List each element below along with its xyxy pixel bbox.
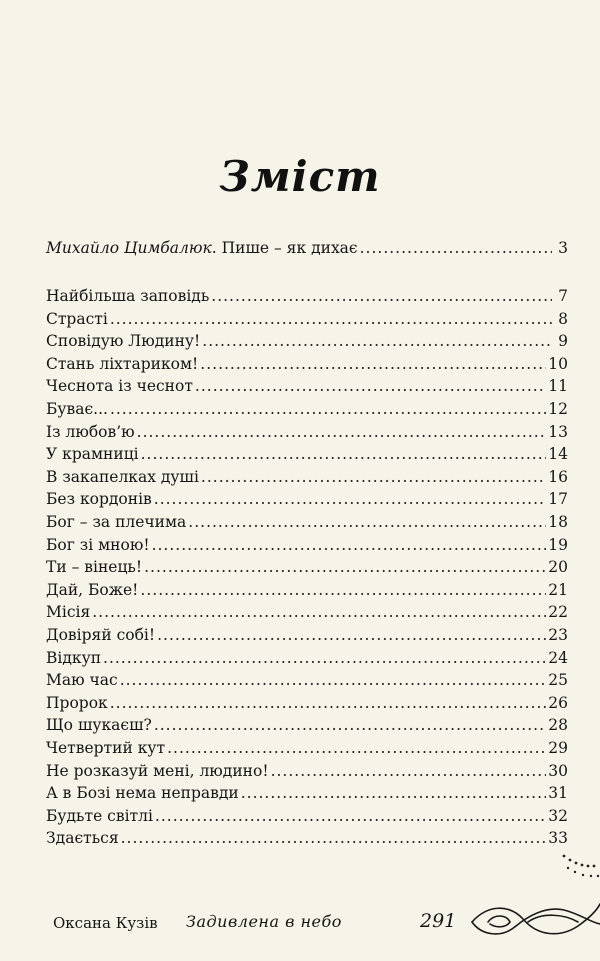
toc-entry-title: Не розказуй мені, людино! — [46, 761, 269, 780]
toc-entry-title: Буває... — [46, 400, 108, 418]
toc-entry-page: 22 — [548, 603, 568, 622]
toc-entry-intro[interactable] — [46, 238, 568, 260]
toc-entry-title: У крамниці — [46, 445, 139, 464]
leader-dots — [110, 693, 547, 713]
toc-entry-title: Стань ліхтариком! — [46, 354, 199, 373]
toc-entry-title: А в Бозі нема неправди — [46, 784, 239, 803]
leader-dots — [141, 444, 547, 464]
toc-entry-page: 31 — [548, 784, 568, 803]
toc-entry[interactable] — [46, 715, 568, 737]
leader-dots — [144, 557, 546, 577]
leader-dots — [110, 309, 552, 329]
toc-entry-page: 19 — [548, 535, 568, 554]
toc-entry-page: 10 — [548, 354, 568, 373]
leader-dots — [152, 535, 547, 555]
toc-entry-title: Із любов’ю — [46, 422, 135, 441]
toc-entry[interactable] — [46, 399, 568, 421]
toc-entry[interactable] — [46, 286, 568, 308]
toc-entry-title: Відкуп — [46, 648, 102, 667]
leader-dots — [157, 625, 546, 645]
toc-entry-page: 8 — [558, 309, 568, 328]
dotted-corner-icon — [560, 838, 600, 898]
toc-entry[interactable] — [46, 376, 568, 398]
toc-entry-page: 21 — [548, 580, 568, 599]
leader-dots — [92, 602, 546, 622]
leader-dots — [360, 238, 552, 258]
toc-entry[interactable] — [46, 670, 568, 692]
leader-dots — [154, 715, 546, 735]
toc-entry[interactable] — [46, 309, 568, 331]
toc-entry-page: 24 — [548, 648, 568, 667]
leader-dots — [167, 738, 546, 758]
leader-dots — [140, 580, 546, 600]
toc-entry[interactable] — [46, 693, 568, 715]
leader-dots — [103, 648, 546, 668]
toc-entry-title: Що шукаєш? — [46, 716, 152, 735]
toc-entry-title: Страсті — [46, 309, 108, 328]
toc-entry[interactable] — [46, 738, 568, 760]
toc-entry-page: 3 — [558, 239, 568, 257]
leader-dots — [110, 399, 546, 419]
toc-entry-title: Будьте світлі — [46, 806, 153, 825]
leader-dots — [137, 422, 547, 442]
toc-entry-title: Місія — [46, 603, 91, 622]
toc-entry[interactable] — [46, 489, 568, 511]
toc-entry-title: Бог зі мною! — [46, 535, 150, 554]
toc-entry[interactable] — [46, 422, 568, 444]
toc-entry[interactable] — [46, 580, 568, 602]
toc-entry[interactable] — [46, 625, 568, 647]
footer-book-title: Задивлена в небо — [186, 912, 342, 931]
leader-dots — [155, 806, 546, 826]
toc-entry-title: Довіряй собі! — [46, 626, 156, 644]
toc-entry-page: 13 — [548, 422, 568, 441]
leader-dots — [241, 783, 547, 803]
leader-dots — [121, 828, 547, 848]
toc-entry-title: Бог – за плечима — [46, 513, 187, 531]
toc-entry[interactable] — [46, 828, 568, 850]
toc-entry[interactable] — [46, 444, 568, 466]
intro-text: . Пише – як дихає — [211, 239, 358, 257]
toc-entry[interactable] — [46, 761, 568, 783]
toc-entry-title: Маю час — [46, 671, 118, 690]
toc-entry-page: 25 — [548, 671, 568, 690]
toc-entry-page: 32 — [548, 806, 568, 825]
toc-entry[interactable] — [46, 467, 568, 489]
leader-dots — [271, 761, 547, 781]
toc-entry-page: 17 — [548, 490, 568, 509]
toc-entry-page: 28 — [548, 716, 568, 735]
toc-entry-page: 20 — [548, 558, 568, 577]
toc-entry[interactable] — [46, 331, 568, 353]
toc-entry-title: Здається — [46, 829, 119, 848]
toc-entry-title: Чеснота із чеснот — [46, 377, 193, 396]
toc-entry-title — [46, 238, 358, 258]
toc-entry[interactable] — [46, 806, 568, 828]
toc-entry-page: 9 — [558, 332, 568, 351]
footer-author: Оксана Кузів — [53, 914, 158, 932]
toc-entry-title: Найбільша заповідь — [46, 287, 210, 305]
toc-entry-page: 26 — [548, 693, 568, 712]
toc-entry-page: 18 — [548, 513, 568, 531]
leader-dots — [195, 376, 546, 396]
toc-entry-title: Четвертий кут — [46, 739, 166, 757]
toc-entry-page: 23 — [548, 626, 568, 644]
toc-entry-page: 12 — [548, 400, 568, 418]
toc-entry[interactable] — [46, 648, 568, 670]
footer-page-number: 291 — [420, 910, 457, 932]
leader-dots — [188, 512, 546, 532]
toc-entry-title: Сповідую Людину! — [46, 332, 201, 351]
intro-author: Михайло Цимбалюк — [46, 239, 212, 257]
toc-entry-page: 30 — [548, 761, 568, 780]
leader-dots — [154, 489, 546, 509]
toc-entry[interactable] — [46, 512, 568, 534]
leader-dots — [201, 467, 546, 487]
toc-entry[interactable] — [46, 354, 568, 376]
toc-entry-page: 11 — [548, 377, 568, 396]
toc-entry[interactable] — [46, 602, 568, 624]
toc-entry[interactable] — [46, 535, 568, 557]
leader-dots — [202, 331, 552, 351]
toc-entry-page: 16 — [548, 467, 568, 486]
toc-entry-page: 14 — [548, 445, 568, 464]
leader-dots — [120, 670, 547, 690]
leader-dots — [200, 354, 546, 374]
leader-dots — [211, 286, 552, 306]
toc-entry-page: 7 — [558, 287, 568, 305]
page-title: Зміст — [219, 152, 381, 201]
toc-entry[interactable] — [46, 557, 568, 579]
swirl-ornament-icon — [468, 892, 600, 948]
toc-entry-title: Пророк — [46, 693, 108, 712]
toc-entry-title: Без кордонів — [46, 490, 152, 509]
toc-entry-title: Ти – вінець! — [46, 558, 143, 577]
toc-entry-page: 33 — [548, 829, 568, 848]
toc-entry-title: В закапелках душі — [46, 467, 199, 486]
toc-entry-page: 29 — [548, 739, 568, 757]
toc-entry[interactable] — [46, 783, 568, 805]
toc-entry-title: Дай, Боже! — [46, 580, 139, 599]
